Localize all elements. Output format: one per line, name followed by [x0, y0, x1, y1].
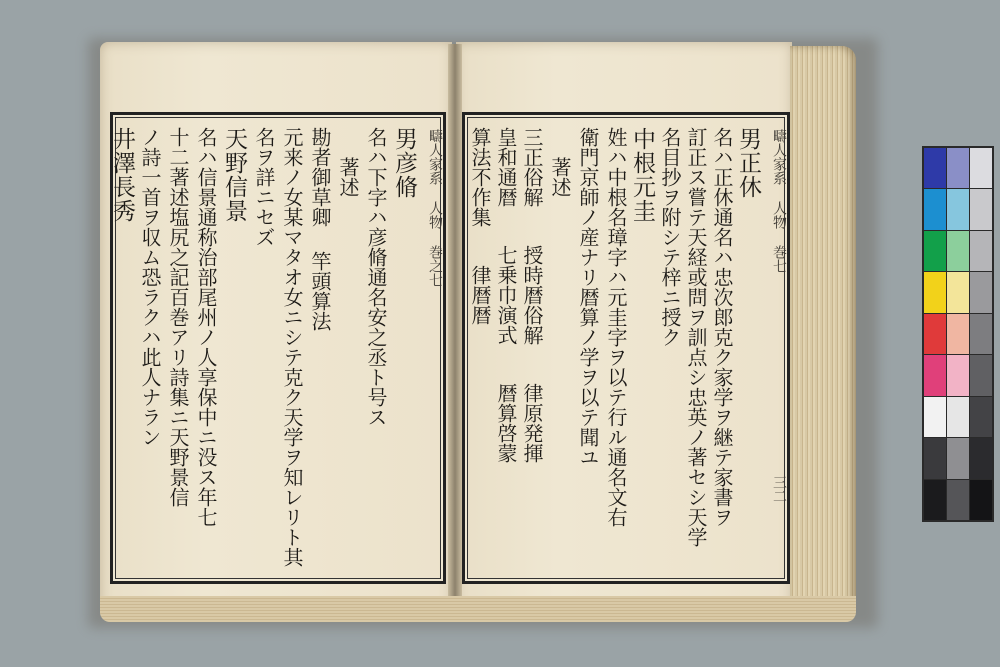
- left-col-9: 十二著述塩尻之記百巻アリ詩集ニ天野景信: [166, 127, 190, 507]
- left-col-3: 著述: [336, 157, 360, 197]
- fore-edge: [790, 46, 856, 616]
- right-col-2: 名ハ正休通名ハ忠次郎克ク家学ヲ継テ家書ヲ: [710, 127, 734, 527]
- right-page-number: 三二: [771, 475, 787, 503]
- color-swatch: [947, 148, 969, 188]
- right-col-4: 名目抄ヲ附シテ梓ニ授ク: [658, 127, 682, 347]
- left-col-2: 名ハ下字ハ彦脩通名安之丞ト号ス: [364, 127, 388, 427]
- color-swatch: [924, 148, 946, 188]
- color-swatch: [947, 231, 969, 271]
- color-swatch: [924, 189, 946, 229]
- color-swatch: [970, 231, 992, 271]
- color-swatch: [947, 314, 969, 354]
- color-swatch: [947, 397, 969, 437]
- left-col-8: 名ハ信景通称治部尾州ノ人享保中ニ没ス年七: [194, 127, 218, 527]
- color-swatch: [947, 438, 969, 478]
- left-col-4: 勘者御草卿 竿頭算法: [308, 127, 332, 331]
- page-bottom-edge: [100, 596, 856, 622]
- color-swatch: [924, 480, 946, 520]
- color-swatch: [970, 438, 992, 478]
- color-swatch: [970, 189, 992, 229]
- right-col-9: 三正俗解 授時暦俗解 律原発揮: [520, 127, 544, 463]
- color-swatch: [924, 355, 946, 395]
- color-swatch: [924, 314, 946, 354]
- left-col-5: 元来ノ女某マタオ女ニシテ克ク天学ヲ知レリト其: [280, 127, 304, 567]
- color-swatch: [924, 231, 946, 271]
- color-swatch: [947, 272, 969, 312]
- color-swatch: [970, 272, 992, 312]
- color-swatch: [970, 314, 992, 354]
- color-swatch: [924, 438, 946, 478]
- right-col-11: 算法不作集 律暦暦: [468, 127, 492, 325]
- right-col-10: 皇和通暦 七乗巾演式 暦算啓蒙: [494, 127, 518, 463]
- left-col-6: 名ヲ詳ニセズ: [252, 127, 276, 247]
- left-col-11: 井澤長秀: [109, 127, 135, 223]
- right-col-1: 男正休: [735, 127, 761, 199]
- color-swatch: [970, 355, 992, 395]
- left-col-7: 天野信景: [221, 127, 247, 223]
- right-spine-label: 疇人家系 人物 巻七: [771, 129, 787, 273]
- right-col-3: 訂正ス嘗テ天経或問ヲ訓点シ忠英ノ著セシ天学: [684, 127, 708, 547]
- color-swatch: [970, 397, 992, 437]
- color-swatch: [947, 189, 969, 229]
- spine-gutter: [448, 44, 462, 620]
- left-col-10: ノ詩一首ヲ収ム恐ラクハ此人ナラン: [138, 127, 162, 447]
- color-swatch: [924, 397, 946, 437]
- color-swatch: [947, 355, 969, 395]
- left-text-frame: [110, 112, 446, 584]
- color-swatch: [924, 272, 946, 312]
- color-swatch: [970, 148, 992, 188]
- right-col-8: 著述: [548, 157, 572, 197]
- color-swatch: [947, 480, 969, 520]
- right-col-7: 衛門京師ノ産ナリ暦算ノ学ヲ以テ聞ユ: [576, 127, 600, 467]
- right-col-5: 中根元圭: [629, 127, 655, 223]
- left-col-1: 男彦脩: [391, 127, 417, 199]
- right-col-6: 姓ハ中根名璋字ハ元圭字ヲ以テ行ル通名文右: [604, 127, 628, 527]
- right-text-frame: [462, 112, 790, 584]
- left-spine-label: 疇人家系 人物 巻之七: [427, 129, 443, 287]
- color-checker-card: [922, 146, 994, 522]
- color-swatch: [970, 480, 992, 520]
